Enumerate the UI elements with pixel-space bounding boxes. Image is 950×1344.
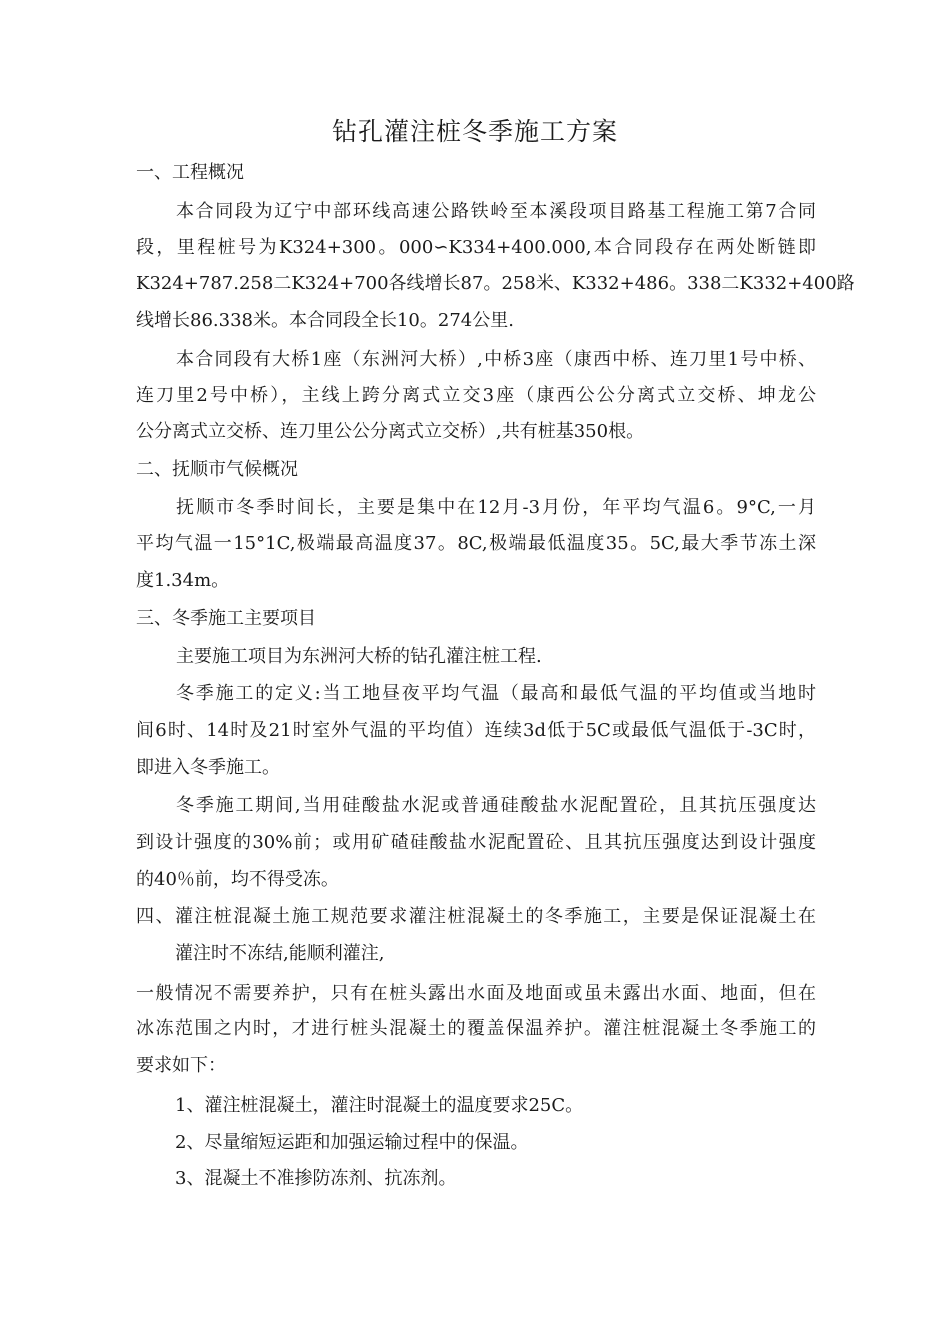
document-title: 钻孔灌注桩冬季施工方案 bbox=[331, 117, 618, 146]
paragraph-line: 即进入冬季施工。 bbox=[136, 757, 280, 778]
paragraph-line: 抚顺市冬季时间长，主要是集中在12月-3月份，年平均气温6。9°C,一月 bbox=[176, 497, 816, 518]
paragraph-line: 要求如下： bbox=[136, 1055, 226, 1076]
paragraph-line: 段，里程桩号为K324+300。000∽K334+400.000,本合同段存在两处断链即 bbox=[136, 237, 816, 258]
paragraph-line: 到设计强度的30%前；或用矿碴硅酸盐水泥配置砼、且其抗压强度达到设计强度 bbox=[136, 832, 816, 853]
list-item: 1、灌注桩混凝土，灌注时混凝土的温度要求25C。 bbox=[175, 1095, 584, 1116]
paragraph-line: 一般情况不需要养护，只有在桩头露出水面及地面或虽未露出水面、地面，但在 bbox=[136, 983, 816, 1004]
paragraph-line: 本合同段有大桥1座（东洲河大桥）,中桥3座（康西中桥、连刀里1号中桥、 bbox=[176, 349, 816, 370]
paragraph-line: 灌注时不冻结,能顺利灌注, bbox=[175, 943, 385, 964]
section-heading: 四、灌注桩混凝土施工规范要求灌注桩混凝土的冬季施工，主要是保证混凝土在 bbox=[136, 906, 816, 927]
paragraph-line: 主要施工项目为东洲河大桥的钻孔灌注桩工程. bbox=[176, 646, 542, 667]
paragraph-line: 度1.34m。 bbox=[136, 570, 230, 591]
paragraph-line: 线增长86.338米。本合同段全长10。274公里. bbox=[136, 310, 514, 331]
paragraph-line: 公分离式立交桥、连刀里公公分离式立交桥）,共有桩基350根。 bbox=[136, 421, 645, 442]
paragraph-line: 连刀里2号中桥），主线上跨分离式立交3座（康西公公分离式立交桥、坤龙公 bbox=[136, 385, 816, 406]
paragraph-line: K324+787.258二K324+700各线增长87。258米、K332+486。338二K332+400路 bbox=[136, 273, 855, 294]
list-item: 2、尽量缩短运距和加强运输过程中的保温。 bbox=[175, 1132, 529, 1153]
paragraph-line: 冬季施工的定义:当工地昼夜平均气温（最高和最低气温的平均值或当地时 bbox=[176, 683, 816, 704]
list-item: 3、混凝土不准掺防冻剂、抗冻剂。 bbox=[175, 1168, 457, 1189]
paragraph-line: 冰冻范围之内时，才进行桩头混凝土的覆盖保温养护。灌注桩混凝土冬季施工的 bbox=[136, 1018, 816, 1039]
paragraph-line: 的40％前，均不得受冻。 bbox=[136, 869, 339, 890]
paragraph-line: 本合同段为辽宁中部环线高速公路铁岭至本溪段项目路基工程施工第7合同 bbox=[176, 201, 816, 222]
paragraph-line: 冬季施工期间,当用硅酸盐水泥或普通硅酸盐水泥配置砼，且其抗压强度达 bbox=[176, 795, 816, 816]
paragraph-line: 间6时、14时及21时室外气温的平均值）连续3d低于5C或最低气温低于-3C时， bbox=[136, 720, 816, 741]
section-heading: 一、工程概况 bbox=[136, 162, 244, 183]
section-heading: 三、冬季施工主要项目 bbox=[136, 608, 316, 629]
paragraph-line: 平均气温一15°1C,极端最高温度37。8C,极端最低温度35。5C,最大季节冻土深 bbox=[136, 533, 816, 554]
section-heading: 二、抚顺市气候概况 bbox=[136, 459, 298, 480]
